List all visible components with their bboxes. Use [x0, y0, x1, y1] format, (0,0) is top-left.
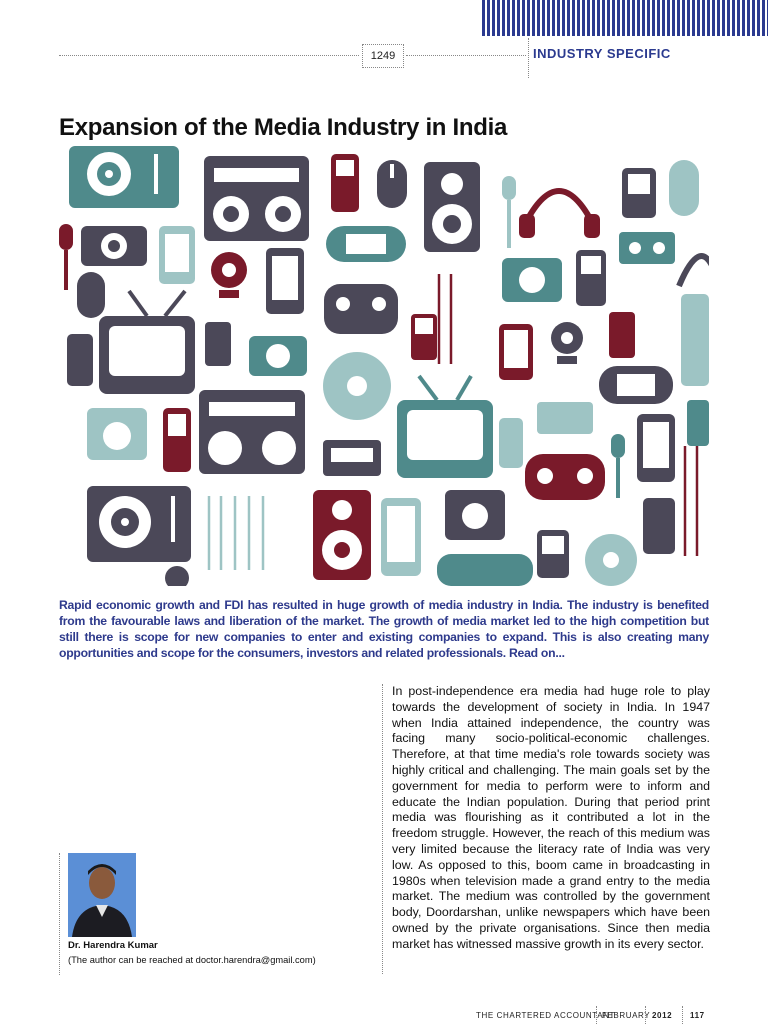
camera-icon — [81, 226, 147, 266]
author-name: Dr. Harendra Kumar — [68, 940, 158, 951]
tv-icon — [99, 291, 195, 394]
header-rule-middle — [406, 55, 526, 56]
tablet-icon-2 — [205, 322, 231, 366]
headphones-icon — [519, 191, 600, 238]
footer-page-number: 117 — [690, 1011, 705, 1020]
article-body: In post-independence era media had huge role to play towards the development of society in India. In 1947 when India attained independence, the country was facing many socio-political-economic challenges. Therefore, at that time media's role towards society was highly critical and challenging. The main goals set by the government for media to perform were to inform and educate the Indian population. During that period print media was flourishing as it contributed a lot in the freedom struggle. However, the reach of this medium was very limited because the literacy rate of India was very low. As opposed to this, boom came in broadcasting in 1980s when television made a grand entry to the media market. The medium was controlled by the government body, Doordarshan, unlike newspapers which have been owned by the private organisations. Since then media market has witnessed massive growth in its every sector. — [392, 684, 710, 951]
hero-media-icons-illustration — [59, 146, 709, 586]
footer-divider-2 — [645, 1006, 646, 1024]
tablet-icon — [266, 248, 304, 314]
footer-divider-1 — [596, 1006, 597, 1024]
footer-publication: THE CHARTERED ACCOUNTANT — [476, 1011, 616, 1020]
cd-icon — [323, 352, 391, 420]
turntable-icon-2 — [87, 486, 191, 562]
tablet-icon-3 — [381, 498, 421, 576]
gamepad-icon-4 — [525, 454, 605, 500]
footer-year: 2012 — [652, 1011, 673, 1020]
boombox-icon — [204, 156, 309, 241]
header-divider — [528, 38, 529, 78]
camera-icon-3 — [249, 336, 307, 376]
page-number-box — [362, 44, 404, 68]
cassette-icon — [619, 232, 675, 264]
gamepad-icon — [326, 226, 406, 262]
remote-icon-2 — [499, 418, 523, 468]
author-divider — [59, 853, 60, 975]
gamepad-icon-5 — [437, 554, 533, 586]
page-number: 1249 — [370, 50, 396, 62]
cassette-icon-3 — [537, 402, 593, 434]
smartphone-icon-3 — [637, 414, 675, 482]
author-contact: (The author can be reached at doctor.harendra@gmail.com) — [68, 955, 316, 965]
footer-month: FEBRUARY — [602, 1011, 651, 1020]
camera-icon-5 — [445, 490, 505, 540]
smartphone-icon — [159, 226, 195, 284]
speaker-icon-3 — [313, 490, 371, 580]
camera-icon-4 — [87, 408, 147, 460]
header-rule-left — [59, 55, 359, 56]
cd-icon-2 — [585, 534, 637, 586]
turntable-icon — [69, 146, 179, 208]
cassette-icon-2 — [323, 440, 381, 476]
footer-divider-3 — [682, 1006, 683, 1024]
media-player-icon-2 — [537, 530, 569, 578]
article-lead: Rapid economic growth and FDI has resulted in huge growth of media industry in India. The industry is benefited from the favourable laws and liberation of the market. The growth of media market led to the high competition but still there is scope for new companies to enter and existing companies to expand. This is also creating many opportunities and scope for the consumers, investors and related professionals. Read on... — [59, 598, 709, 660]
ipod-icon-2 — [609, 312, 635, 358]
article-title: Expansion of the Media Industry in India — [59, 114, 508, 141]
calculator-phone-icon — [331, 154, 359, 212]
mouse-icon-3 — [77, 272, 105, 318]
speaker-icon — [424, 162, 480, 252]
webcam-icon-2 — [551, 322, 583, 364]
mouse-icon — [377, 160, 407, 208]
mouse-icon-2 — [669, 160, 699, 216]
gamepad-icon-3 — [599, 366, 673, 404]
tv-icon-2 — [397, 376, 493, 478]
camera-icon-2 — [502, 258, 562, 302]
microphone-icon — [502, 176, 516, 248]
tablet-icon-4 — [643, 498, 675, 554]
microphone-icon-2 — [59, 224, 73, 290]
earphones-icon — [439, 274, 451, 364]
speaker-icon-2 — [681, 294, 709, 386]
smartphone-icon-2 — [499, 324, 533, 380]
ipod-icon-3 — [687, 400, 709, 446]
boombox-icon-2 — [199, 390, 305, 474]
column-divider — [382, 684, 383, 974]
earphones-icon-3 — [685, 446, 697, 556]
ipod-icon — [411, 314, 437, 360]
section-label: INDUSTRY SPECIFIC — [533, 46, 671, 61]
headphones-icon-2 — [679, 256, 709, 286]
remote-icon — [67, 334, 93, 386]
gamepad-icon-2 — [324, 284, 398, 334]
author-photo — [68, 853, 136, 937]
media-player-icon — [622, 168, 656, 218]
microphone-icon-3 — [611, 434, 625, 498]
webcam-icon — [211, 252, 247, 298]
webcam-icon-3 — [165, 566, 189, 586]
phone-icon-2 — [163, 408, 191, 472]
phone-icon — [576, 250, 606, 306]
earphones-icon-2 — [209, 496, 263, 570]
header-stripe-decoration — [482, 0, 768, 36]
